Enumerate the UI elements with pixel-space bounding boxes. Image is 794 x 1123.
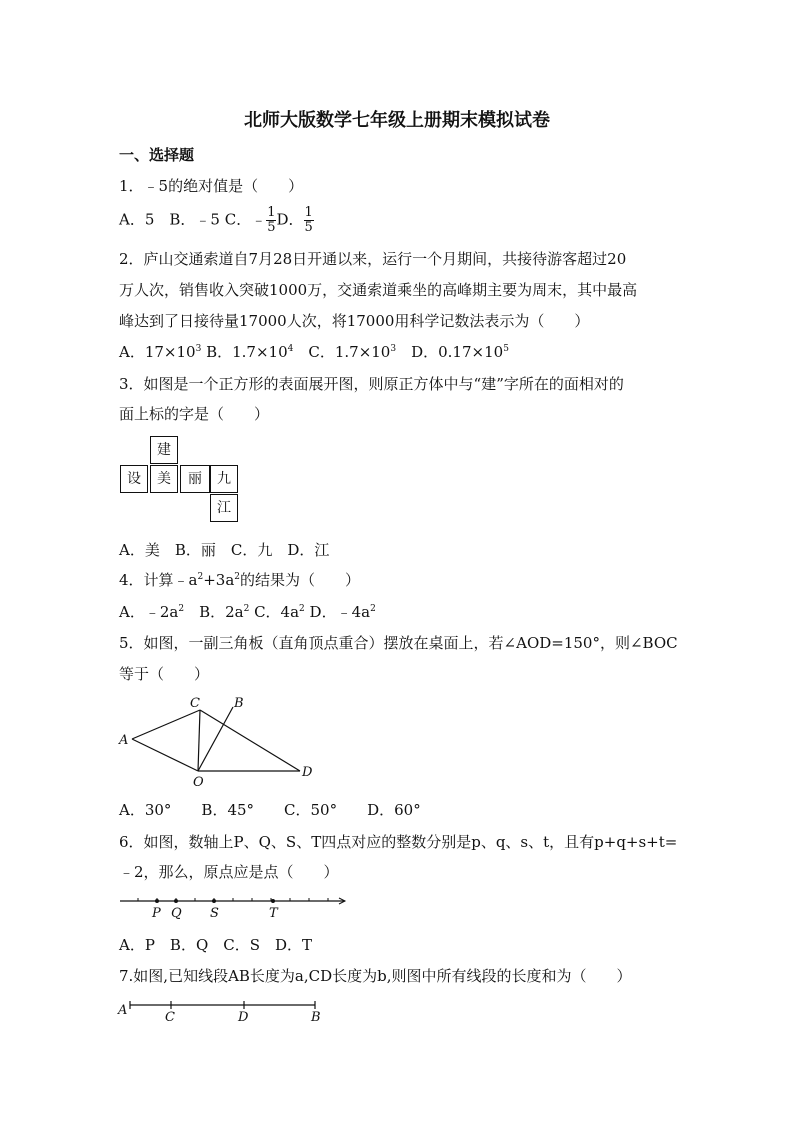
label-A: A [118,1003,128,1018]
q5-line1: 5．如图，一副三角板（直角顶点重合）摆放在桌面上，若∠AOD=150°，则∠BOC [119,634,678,652]
label-C: C [190,696,200,711]
number-line-figure [117,890,352,922]
net-cell-mei: 美 [150,465,178,493]
line-AC [132,710,200,739]
net-cell-jiang: 江 [210,494,238,522]
triangle-figure [115,692,325,790]
point-T [271,899,275,903]
q6-line2: ﹣2，那么，原点应是点（ ） [119,863,339,881]
q1-fraction-d: $\frac{1}{5}$ [304,205,313,235]
page-title: 北师大版数学七年级上册期末模拟试卷 [244,110,550,131]
label-A: A [119,733,129,748]
point-Q [174,899,178,903]
q2-option-b: B．1.7×10 [201,343,288,361]
q2-option-d: D．0.17×10 [396,343,504,361]
q1-options [119,206,314,235]
q2-option-c: C．1.7×10 [293,343,391,361]
point-P [155,899,159,903]
q5-options: A．30° B．45° C．50° D．60° [119,801,421,819]
q2-options: A．$17\times 10^3$ B．$1.7\times 10^4$ C．$1.7\times 10^3$ D．$0.17\times 10^5$ [119,343,509,361]
q1-stem: 1．﹣5的绝对值是（ ） [119,177,304,195]
point-S [212,899,216,903]
q2-line3: 峰达到了日接待量17000人次，将17000用科学记数法表示为（ ） [119,312,590,330]
section-heading: 一、选择题 [119,146,195,164]
q1-option-d: D． [276,210,304,229]
net-cell-she: 设 [120,465,148,493]
label-B: B [311,1010,321,1025]
net-cell-jiu: 九 [210,465,238,493]
q4-stem: 4．计算$﹣a^2+3a^2$的结果为（ ） [119,571,361,589]
line-AO [132,739,198,771]
q7-line1: 7.如图,已知线段AB长度为a,CD长度为b,则图中所有线段的长度和为（ ） [119,967,632,985]
q3-line2: 面上标的字是（ ） [119,405,270,423]
q1-options-text: A．5 B．﹣5 C．﹣ [119,210,267,229]
q6-line1: 6．如图，数轴上P、Q、S、T四点对应的整数分别是p、q、s、t，且有p+q+s+t= [119,833,678,851]
q2-line1: 2．庐山交通索道自7月28日开通以来，运行一个月期间，共接待游客超过20 [119,250,627,268]
q4-options: A．$﹣2a^2$ B．$2a^2$ C．$4a^2$ D．$﹣4a^2$ [119,603,376,621]
q6-options: A．P B．Q C．S D．T [119,936,313,954]
q5-line2: 等于（ ） [119,665,210,683]
label-D: D [238,1010,249,1025]
label-P: P [152,906,161,921]
label-T: T [269,906,278,921]
label-O: O [193,775,204,790]
net-cell-jian: 建 [150,436,178,464]
label-Q: Q [171,906,182,921]
line-CO [198,710,200,771]
label-S: S [210,906,219,921]
net-cell-li: 丽 [180,465,210,493]
q1-fraction-c: $\frac{1}{5}$ [267,205,276,235]
label-C: C [165,1010,175,1025]
segment-figure [115,996,330,1026]
label-D: D [302,765,313,780]
q3-line1: 3．如图是一个正方形的表面展开图，则原正方体中与“建”字所在的面相对的 [119,375,624,393]
q2-line2: 万人次，销售收入突破1000万，交通索道乘坐的高峰期主要为周末，其中最高 [119,281,638,299]
line-OB [198,707,233,771]
label-B: B [234,696,244,711]
q3-options: A．美 B．丽 C．九 D．江 [119,541,330,559]
q2-option-a: A．17×10 [119,343,196,361]
